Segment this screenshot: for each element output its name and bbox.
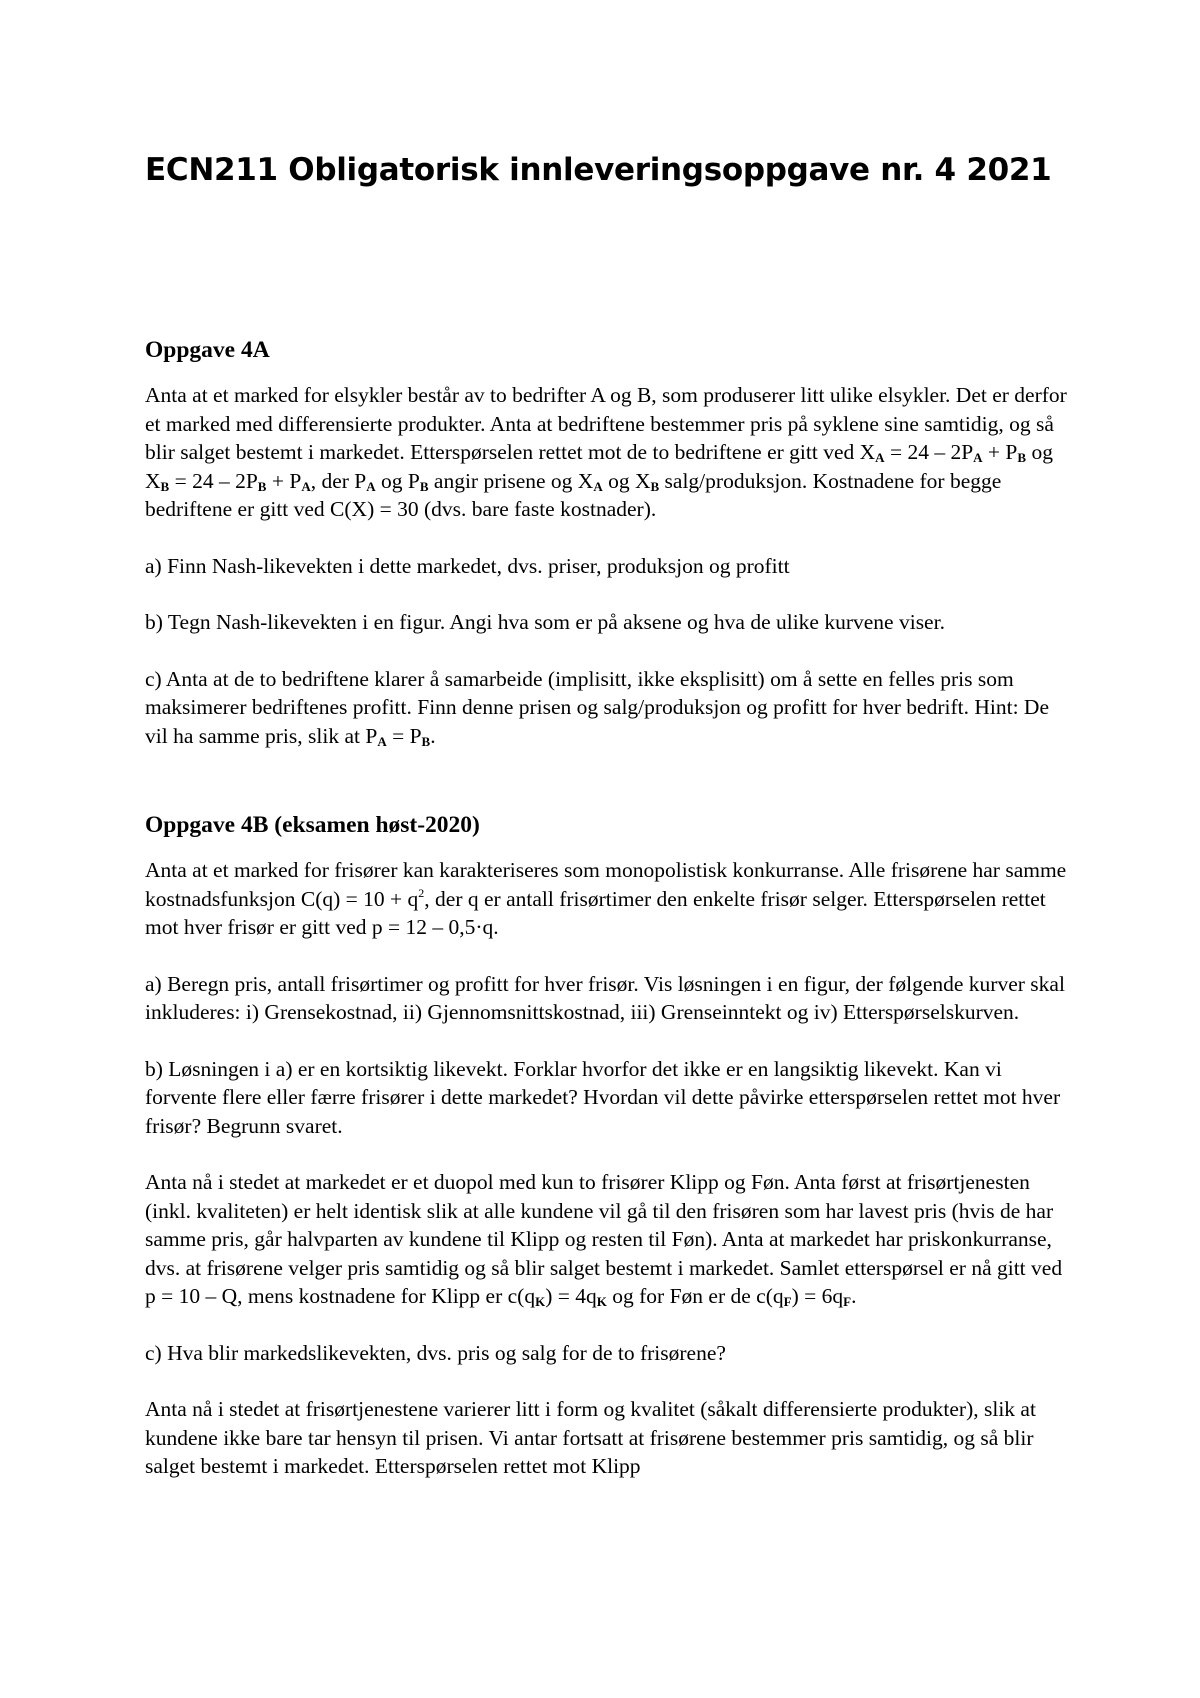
- section-heading: Oppgave 4B (eksamen høst-2020): [145, 812, 480, 838]
- paragraph-intro: Anta at et marked for elsykler består av to bedrifter A og B, som produserer litt ulike elsykler. Det er derfor et marked med differensierte produkter. Anta at bedriftene bestemmer pris på syklene sine samtidig, og så blir salget bestemt i markedet. Etterspørselen rettet mot de to bedriftene er gitt ved $X_A = 24 - 2P_A + P_B$ og $X_B = 24 - 2P_B + P_A$, der $P_A$ og $P_B$ angir prisene og $X_A$ og $X_B$ salg/produksjon. Kostnadene for begge bedriftene er gitt ved C(X) = 30 (dvs. bare faste kostnader).: [145, 383, 1067, 521]
- paragraph-duopol: Anta nå i stedet at markedet er et duopol med kun to frisører Klipp og Føn. Anta først at frisørtjenesten (inkl. kvaliteten) er helt identisk slik at alle kundene vil gå til den frisøren som har lavest pris (hvis de har samme pris, går halvparten av kundene til Klipp og resten til Føn). Anta at markedet har priskonkurranse, dvs. at frisørene velger pris samtidig og så blir salget bestemt i markedet. Samlet etterspørsel er nå gitt ved p = 10 – Q, mens kostnadene for Klipp er $c(q_K) = 4q_K$ og for Føn er de $c(q_F) = 6q_F$.: [145, 1170, 1063, 1309]
- document-body: [145, 335, 1075, 1509]
- section-heading: Oppgave 4A: [145, 337, 270, 363]
- question-a: a) Beregn pris, antall frisørtimer og profitt for hver frisør. Vis løsningen i en figur, der følgende kurver skal inkluderes: i) Grensekostnad, ii) Gjennomsnittskostnad, iii) Grenseinntekt og iv) Etterspørselskurven.: [145, 971, 1065, 1024]
- paragraph-intro: Anta at et marked for frisører kan karakteriseres som monopolistisk konkurranse. Alle frisørene har samme kostnadsfunksjon $C(q) = 10 + q^2$, der q er antall frisørtimer den enkelte frisør selger. Etterspørselen rettet mot hver frisør er gitt ved p = 12 – 0,5·q.: [145, 858, 1067, 939]
- question-b: b) Løsningen i a) er en kortsiktig likevekt. Forklar hvorfor det ikke er en langsiktig likevekt. Kan vi forvente flere eller færre frisører i dette markedet? Hvordan vil dette påvirke etterspørselen rettet mot hver frisør? Begrunn svaret.: [145, 1056, 1061, 1138]
- section-oppgave-4a: [145, 335, 1075, 750]
- document-title: ECN211 Obligatorisk innleveringsoppgave nr. 4 2021: [145, 152, 1052, 188]
- question-b: b) Tegn Nash-likevekten i en figur. Angi hva som er på aksene og hva de ulike kurvene viser.: [145, 610, 945, 634]
- question-c: c) Hva blir markedslikevekten, dvs. pris og salg for de to frisørene?: [145, 1340, 726, 1365]
- question-a: a) Finn Nash-likevekten i dette markedet, dvs. priser, produksjon og profitt: [145, 553, 790, 578]
- paragraph-differensiert: Anta nå i stedet at frisørtjenestene varierer litt i form og kvalitet (såkalt differensierte produkter), slik at kundene ikke bare tar hensyn til prisen. Vi antar fortsatt at frisørene bestemmer pris samtidig, og så blir salget bestemt i markedet. Etterspørselen rettet mot Klipp: [145, 1397, 1036, 1478]
- question-c: c) Anta at de to bedriftene klarer å samarbeide (implisitt, ikke eksplisitt) om å sette en felles pris som maksimerer bedriftenes profitt. Finn denne prisen og salg/produksjon og profitt for hver bedrift. Hint: De vil ha samme pris, slik at $P_A = P_B$.: [145, 666, 1049, 749]
- section-oppgave-4b: [145, 810, 1075, 1481]
